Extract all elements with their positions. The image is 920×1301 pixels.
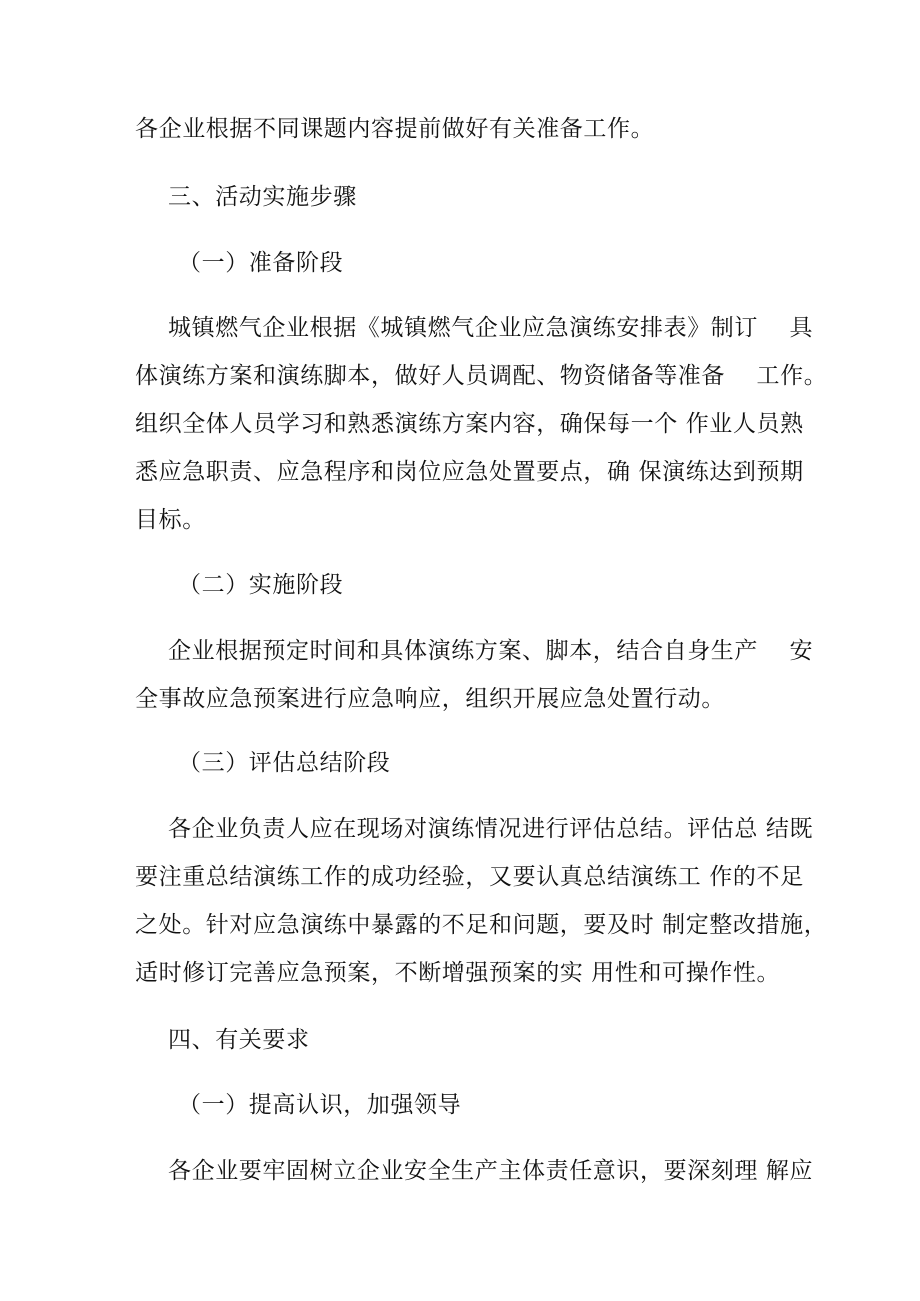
paragraph-line: 目标。 <box>135 507 206 533</box>
subsection-heading-prep: （一）准备阶段 <box>178 250 344 276</box>
paragraph-line: 组织全体人员学习和熟悉演练方案内容，确保每一个 作业人员熟 <box>135 411 804 437</box>
paragraph-line: 城镇燃气企业根据《城镇燃气企业应急演练安排表》制订 具 <box>168 315 814 341</box>
section-heading-3: 三、活动实施步骤 <box>168 184 357 210</box>
paragraph-line: 各企业负责人应在现场对演练情况进行评估总结。评估总 结既 <box>168 816 814 842</box>
subsection-heading-impl: （二）实施阶段 <box>178 572 344 598</box>
paragraph-line: 适时修订完善应急预案，不断增强预案的实 用性和可操作性。 <box>135 960 781 986</box>
section-heading-4: 四、有关要求 <box>168 1027 310 1053</box>
paragraph-line: 企业根据预定时间和具体演练方案、脚本，结合自身生产 安 <box>168 638 814 664</box>
paragraph-line: 之处。针对应急演练中暴露的不足和问题，要及时 制定整改措施， <box>135 912 828 938</box>
paragraph-line: 全事故应急预案进行应急响应，组织开展应急处置行动。 <box>135 686 725 712</box>
paragraph-line: 悉应急职责、应急程序和岗位应急处置要点，确 保演练达到预期 <box>135 459 804 485</box>
subsection-heading-awareness: （一）提高认识，加强领导 <box>178 1092 462 1118</box>
subsection-heading-eval: （三）评估总结阶段 <box>178 750 391 776</box>
paragraph-line: 各企业要牢固树立企业安全生产主体责任意识，要深刻理 解应 <box>168 1158 814 1184</box>
paragraph-line: 各企业根据不同课题内容提前做好有关准备工作。 <box>135 116 655 142</box>
paragraph-line: 体演练方案和演练脚本，做好人员调配、物资储备等准备 工作。 <box>135 363 828 389</box>
paragraph-line: 要注重总结演练工作的成功经验，又要认真总结演练工 作的不足 <box>135 864 804 890</box>
